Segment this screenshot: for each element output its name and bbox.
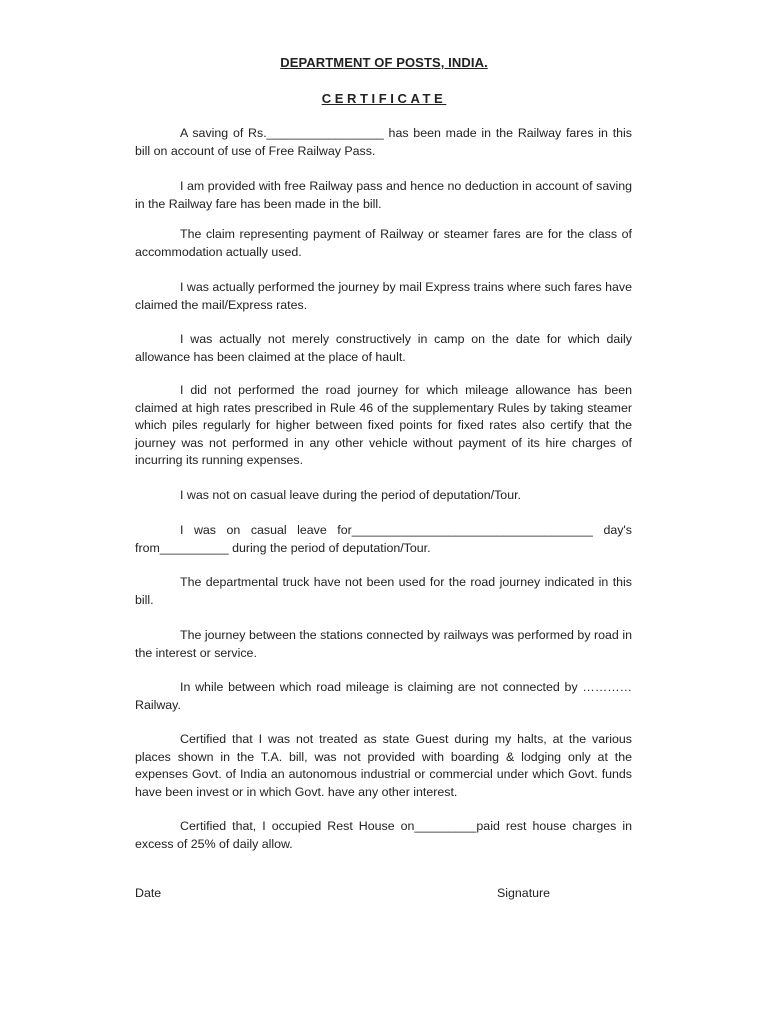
paragraph-railway-saving: A saving of Rs._________________ has been made in the Railway fares in this bill on account of use of Free Railway Pass. (135, 126, 632, 158)
department-heading: DEPARTMENT OF POSTS, INDIA. (280, 55, 488, 70)
paragraph-road-mileage: In while between which road mileage is claiming are not connected by …………Railway. (135, 680, 632, 712)
paragraph-road-journey: I did not performed the road journey for which mileage allowance has been claimed at high rates prescribed in Rule 46 of the supplementary Rules by taking steamer which piles regularly for higher between fixed points for fixed rates also certify that the journey was not performed in any other vehicle without payment of its hire charges of incurring its running expenses. (135, 383, 632, 468)
signature-label: Signature (497, 886, 551, 900)
paragraph-camp-allowance: I was actually not merely constructively in camp on the date for which daily allowance has been claimed at the place of hault. (135, 332, 632, 364)
paragraph-mail-express: I was actually performed the journey by mail Express trains where such fares have claimed the mail/Express rates. (135, 280, 632, 312)
paragraph-road-between-stations: The journey between the stations connected by railways was performed by road in the interest or service. (135, 628, 632, 660)
paragraph-state-guest: Certified that I was not treated as state Guest during my halts, at the various places shown in the T.A. bill, was not provided with boarding & lodging only at the expenses Govt. of India an autonomous industrial or commercial under which Govt. funds have been invest or in which Govt. have any other interest. (135, 732, 632, 799)
paragraph-free-pass: I am provided with free Railway pass and hence no deduction in account of saving in the Railway fare has been made in the bill. (135, 179, 632, 211)
certificate-title: CERTIFICATE (321, 91, 447, 106)
paragraph-on-casual-leave: I was on casual leave for___________________________________ day's from__________ during the period of deputation/Tour. (135, 523, 632, 555)
date-label: Date (135, 886, 162, 900)
paragraph-not-on-casual-leave: I was not on casual leave during the period of deputation/Tour. (180, 488, 521, 502)
paragraph-departmental-truck: The departmental truck have not been used for the road journey indicated in this bill. (135, 575, 632, 607)
paragraph-class-of-accommodation: The claim representing payment of Railway or steamer fares are for the class of accommodation actually used. (135, 227, 632, 259)
paragraph-rest-house: Certified that, I occupied Rest House on_________paid rest house charges in excess of 25% of daily allow. (135, 819, 632, 851)
